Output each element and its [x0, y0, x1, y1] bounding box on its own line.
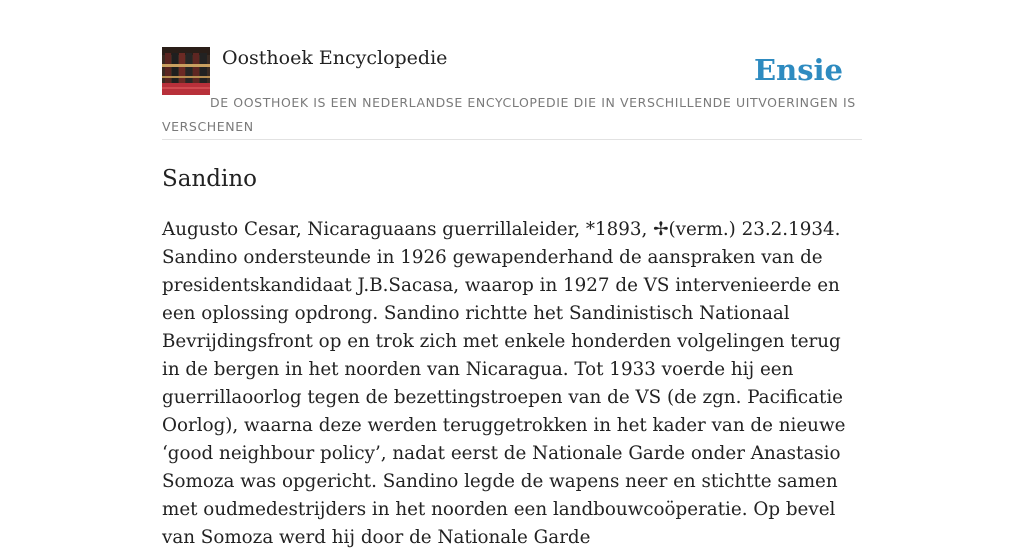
site-tagline: DE OOSTHOEK IS EEN NEDERLANDSE ENCYCLOPEDIE DIE IN VERSCHILLENDE UITVOERINGEN IS VERSCHENEN — [162, 95, 856, 134]
article-title: Sandino — [162, 166, 258, 192]
site-name[interactable]: Oosthoek Encyclopedie — [222, 47, 448, 69]
book-spines-icon[interactable] — [162, 47, 210, 95]
article-body: Augusto Cesar, Nicaraguaans guerrillaleider, *1893, ✢(verm.) 23.2.1934. Sandino ondersteunde in 1926 gewapenderhand de aanspraken van de presidentskandidaat J.B.Sacasa, waarop in 1927 de VS intervenieerde en een oplossing opdrong. Sandino richtte het Sandinistisch Nationaal Bevrijdingsfront op en trok zich met enkele honderden volgelingen terug in de bergen in het noorden van Nicaragua. Tot 1933 voerde hij een guerrillaoorlog tegen de bezettingstroepen van de VS (de zgn. Pacificatie Oorlog), waarna deze werden teruggetrokken in het kader van de nieuwe ‘good neighbour policy’, nadat eerst de Nationale Garde onder Anastasio Somoza was opgericht. Sandino legde de wapens neer en stichtte samen met oudmedestrijders in het noorden een landbouwcoöperatie. Op bevel van Somoza werd hij door de Nationale Garde — [162, 219, 846, 548]
site-header — [162, 46, 862, 140]
header-divider — [162, 139, 862, 140]
brand-logo-link[interactable]: Ensie — [754, 53, 843, 87]
